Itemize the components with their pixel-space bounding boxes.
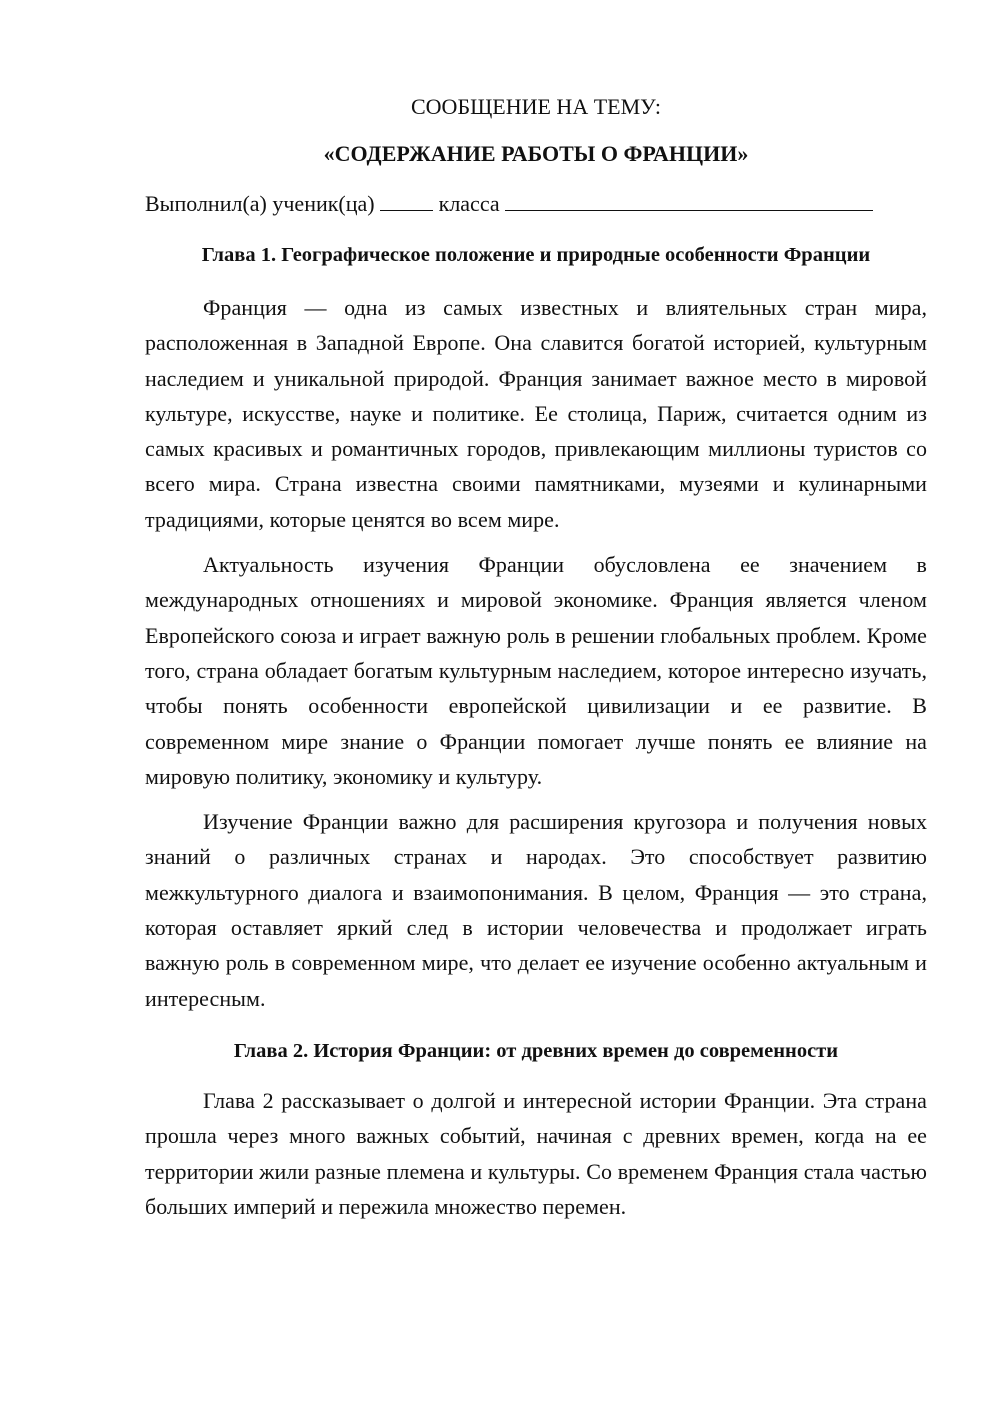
chapter-2-paragraph-1: Глава 2 рассказывает о долгой и интересной истории Франции. Эта страна прошла через много важных событий, начиная с древних времен, когда на ее территории жили разные племена и культуры. Со временем Франция стала частью больших империй и пережила множество перемен. <box>145 1087 927 1219</box>
author-line <box>145 189 927 219</box>
chapter-1-paragraph-2: Актуальность изучения Франции обусловлена ее значением в международных отношениях и мировой экономике. Франция является членом Европейского союза и играет важную роль в решении глобальных проблем. Кроме того, страна обладает богатым культурным наследием, которое интересно изучать, чтобы понять особенности европейской цивилизации и ее развитие. В современном мире знание о Франции помогает лучше понять ее влияние на мировую политику, экономику и культуру. <box>145 552 927 789</box>
chapter-1-heading: Глава 1. Географическое положение и природные особенности Франции <box>201 244 871 266</box>
chapter-1-paragraph-3: Изучение Франции важно для расширения кругозора и получения новых знаний о различных странах и народах. Это способствует развитию межкультурного диалога и взаимопонимания. В целом, Франция — это страна, которая оставляет яркий след в истории человечества и продолжает играть важную роль в современном мире, что делает ее изучение особенно актуальным и интересным. <box>145 809 927 1011</box>
chapter-1-paragraph-1: Франция — одна из самых известных и влиятельных стран мира, расположенная в Западной Европе. Она славится богатой историей, культурным наследием и уникальной природой. Франция занимает важное место в мировой культуре, искусстве, науке и политике. Ее столица, Париж, считается одним из самых красивых и романтичных городов, привлекающим миллионы туристов со всего мира. Страна известна своими памятниками, музеями и кулинарными традициями, которые ценятся во всем мире. <box>145 295 927 532</box>
author-middle-label: класса <box>438 191 500 216</box>
document-title-line-2: «СОДЕРЖАНИЕ РАБОТЫ О ФРАНЦИИ» <box>323 141 749 166</box>
name-blank-field[interactable] <box>505 190 873 211</box>
document-title-line-1: СООБЩЕНИЕ НА ТЕМУ: <box>411 94 661 119</box>
chapter-2-heading: Глава 2. История Франции: от древних времен до современности <box>233 1039 839 1062</box>
document-page <box>145 92 927 1234</box>
grade-blank-field[interactable] <box>380 190 433 211</box>
author-prefix: Выполнил(а) ученик(ца) <box>145 191 375 216</box>
